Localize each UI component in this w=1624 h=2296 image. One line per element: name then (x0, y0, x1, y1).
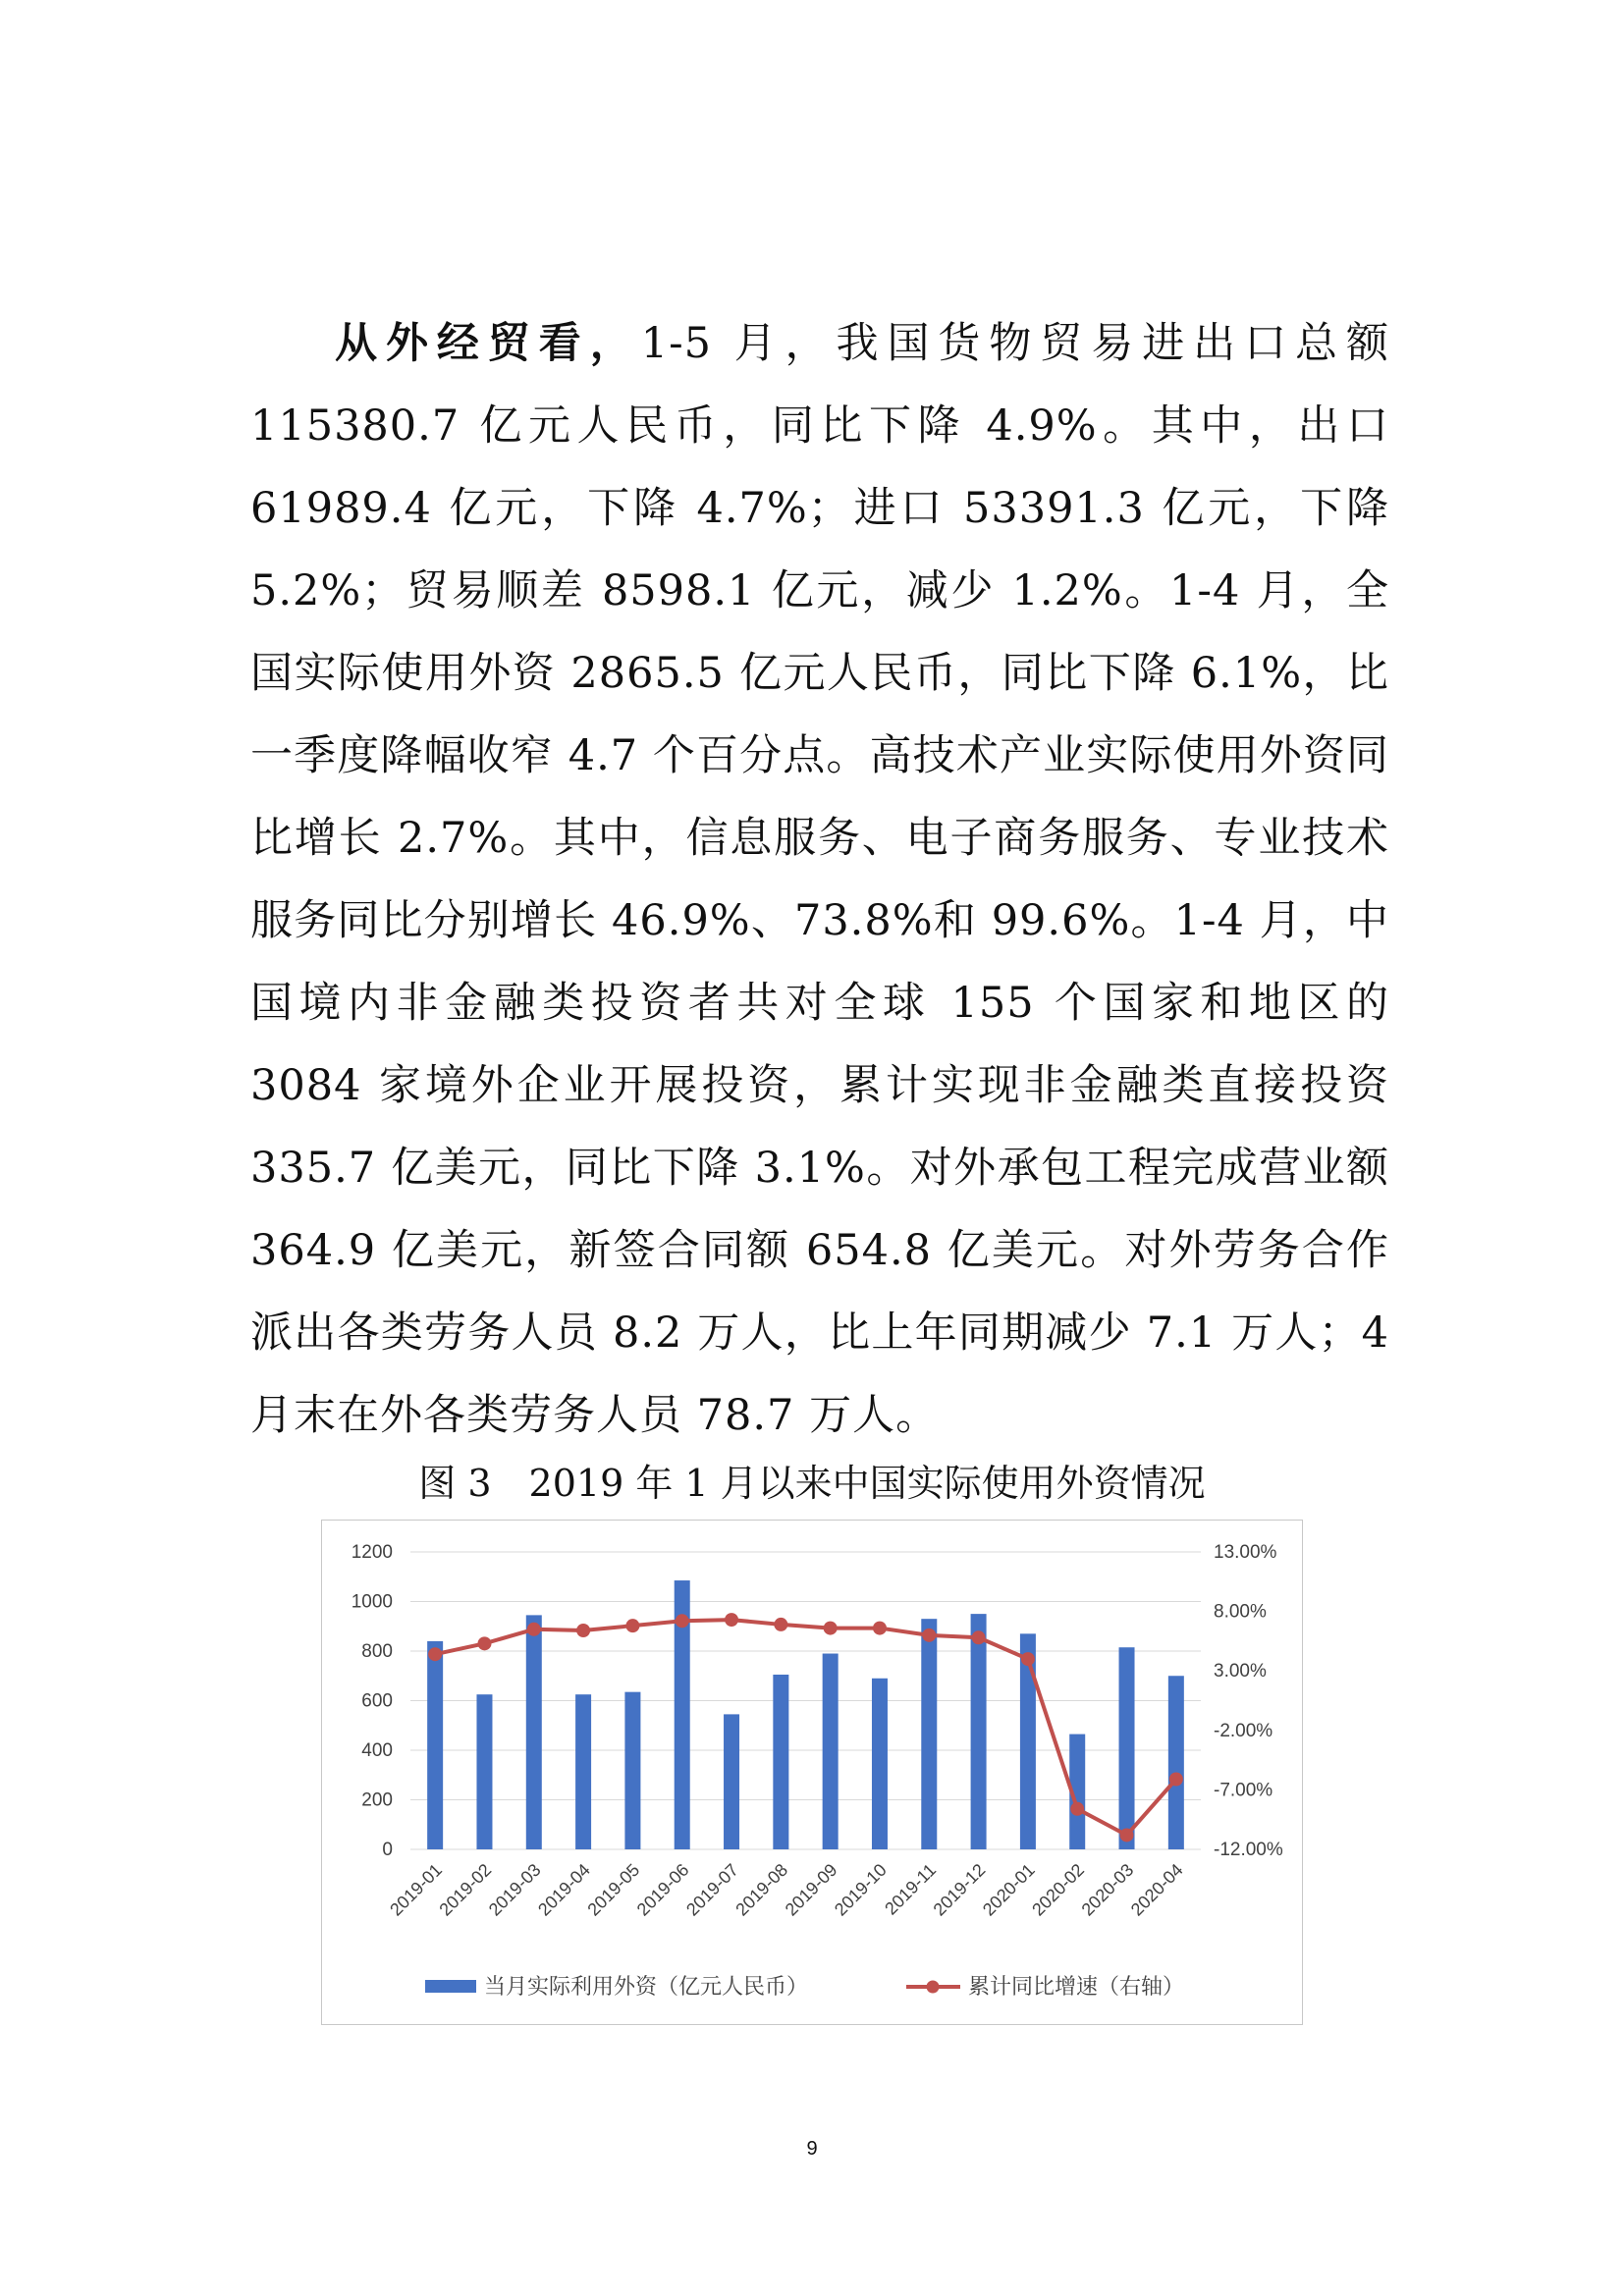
x-axis-tick-label: 2019-01 (386, 1859, 446, 1920)
line-point (527, 1623, 541, 1636)
right-axis-tick-label: 3.00% (1214, 1661, 1267, 1682)
line-point (477, 1636, 491, 1650)
line-series (435, 1620, 1176, 1835)
bar (624, 1692, 640, 1849)
left-axis-tick-label: 400 (361, 1740, 393, 1761)
legend-line-marker (927, 1981, 940, 1994)
right-axis-tick-label: -2.00% (1214, 1720, 1273, 1741)
line-point (1120, 1828, 1134, 1842)
legend-line-label: 累计同比增速（右轴） (968, 1974, 1185, 1999)
bar (1020, 1633, 1036, 1849)
x-axis-tick-label: 2019-05 (583, 1859, 644, 1920)
x-axis-tick-label: 2019-03 (484, 1859, 545, 1920)
line-point (576, 1624, 590, 1637)
bar (575, 1694, 591, 1849)
x-axis-tick-label: 2019-06 (632, 1859, 693, 1920)
line-point (873, 1622, 887, 1635)
legend-bar-swatch (425, 1980, 476, 1993)
left-axis-tick-label: 1000 (351, 1591, 393, 1613)
line-point (1021, 1652, 1035, 1666)
x-axis-tick-label: 2019-10 (830, 1859, 891, 1920)
line-point (824, 1622, 838, 1635)
x-axis-tick-label: 2019-09 (781, 1859, 841, 1920)
right-axis-tick-label: -12.00% (1214, 1840, 1283, 1860)
bar (921, 1619, 937, 1849)
bar (724, 1714, 739, 1849)
right-axis-tick-label: 8.00% (1214, 1601, 1267, 1623)
bar (1119, 1647, 1135, 1849)
right-axis-tick-label: -7.00% (1214, 1780, 1273, 1801)
bar (971, 1614, 987, 1849)
line-point (922, 1629, 936, 1642)
x-axis-tick-label: 2019-11 (881, 1859, 941, 1919)
page-number: 9 (806, 2138, 818, 2160)
bar (872, 1679, 888, 1849)
line-point (774, 1618, 787, 1631)
paragraph-lead: 从外经贸看， (335, 319, 641, 368)
body-paragraph (250, 302, 1389, 1457)
left-axis-tick-label: 600 (361, 1690, 393, 1712)
figure-title: 图 3 2019 年 1 月以来中国实际使用外资情况 (418, 1462, 1206, 1505)
bar (823, 1654, 839, 1849)
x-axis-tick-label: 2020-02 (1028, 1859, 1089, 1920)
chart-container (321, 1520, 1303, 2025)
line-point (1169, 1772, 1183, 1786)
combo-chart (322, 1521, 1304, 2026)
bar (526, 1615, 542, 1849)
line-point (725, 1613, 738, 1627)
bar (773, 1675, 788, 1849)
left-axis-tick-label: 200 (361, 1789, 393, 1811)
x-axis-tick-label: 2019-04 (534, 1859, 594, 1920)
left-axis-tick-label: 0 (382, 1840, 393, 1860)
x-axis-tick-label: 2019-12 (929, 1859, 990, 1920)
left-axis-tick-label: 1200 (351, 1542, 393, 1563)
right-axis-tick-label: 13.00% (1214, 1542, 1277, 1563)
left-axis-tick-label: 800 (361, 1641, 393, 1662)
legend-bar-label: 当月实际利用外资（亿元人民币） (484, 1974, 809, 1999)
x-axis-tick-label: 2019-07 (682, 1859, 742, 1920)
x-axis-tick-label: 2019-08 (731, 1859, 792, 1920)
line-point (625, 1619, 639, 1632)
x-axis-tick-label: 2019-02 (435, 1859, 496, 1920)
line-point (676, 1614, 689, 1628)
paragraph-body: 1-5 月，我国货物贸易进出口总额 115380.7 亿元人民币，同比下降 4.9%。其中，出口 61989.4 亿元，下降 4.7%；进口 53391.3 亿元，下降 5.2%；贸易顺差 8598.1 亿元，减少 1.2%。1-4 月，全国实际使用外资 2865.5 亿元人民币，同比下降 6.1%，比一季度降幅收窄 4.7 个百分点。高技术产业实际使用外资同比增长 2.7%。其中，信息服务、电子商务服务、专业技术服务同比分别增长 46.9%、73.8%和 99.6%。1-4 月，中国境内非金融类投资者共对全球 155 个国家和地区的 3084 家境外企业开展投资，累计实现非金融类直接投资 335.7 亿美元，同比下降 3.1%。对外承包工程完成营业额 364.9 亿美元，新签合同额 654.8 亿美元。对外劳务合作派出各类劳务人员 8.2 万人，比上年同期减少 7.1 万人；4 月末在外各类劳务人员 78.7 万人。 (250, 319, 1390, 1440)
line-point (972, 1630, 986, 1644)
x-axis-tick-label: 2020-03 (1077, 1859, 1138, 1920)
bar (427, 1641, 443, 1849)
x-axis-tick-label: 2020-01 (978, 1859, 1039, 1920)
line-point (1070, 1802, 1084, 1816)
x-axis-tick-label: 2020-04 (1126, 1859, 1187, 1920)
bar (476, 1694, 492, 1849)
line-point (428, 1647, 442, 1661)
bar (1168, 1676, 1184, 1849)
